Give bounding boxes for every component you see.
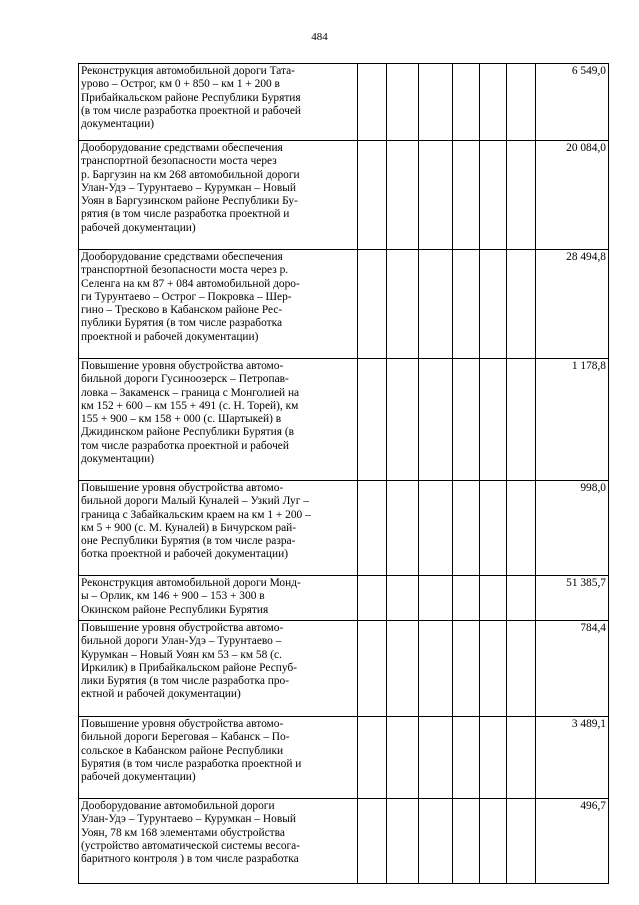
empty-cell — [357, 799, 387, 884]
empty-cell — [507, 717, 536, 799]
empty-cell — [507, 64, 536, 141]
empty-cell — [453, 799, 479, 884]
amount-value: 3 489,1 — [535, 717, 608, 799]
empty-cell — [387, 717, 419, 799]
empty-cell — [453, 250, 479, 359]
empty-cell — [479, 359, 507, 481]
budget-table-body — [79, 64, 609, 884]
empty-cell — [479, 717, 507, 799]
table-row — [79, 64, 609, 141]
project-description: Дооборудование автомобильной дороги Улан-Удэ – Турунтаево – Курумкан – Новый Уоян, 78 км 168 элементами обустройства (устройство автоматической системы весога- баритного контроля ) в том числе разработка — [79, 799, 358, 884]
empty-cell — [387, 799, 419, 884]
empty-cell — [387, 141, 419, 250]
empty-cell — [357, 621, 387, 717]
amount-value: 20 084,0 — [535, 141, 608, 250]
table-row — [79, 799, 609, 884]
empty-cell — [357, 141, 387, 250]
empty-cell — [419, 576, 453, 621]
empty-cell — [357, 576, 387, 621]
empty-cell — [387, 359, 419, 481]
budget-table — [78, 63, 609, 884]
empty-cell — [453, 359, 479, 481]
empty-cell — [507, 621, 536, 717]
empty-cell — [419, 359, 453, 481]
empty-cell — [387, 576, 419, 621]
empty-cell — [507, 141, 536, 250]
empty-cell — [419, 250, 453, 359]
table-row — [79, 481, 609, 576]
page-number: 484 — [311, 31, 328, 43]
empty-cell — [387, 64, 419, 141]
empty-cell — [419, 799, 453, 884]
table-row — [79, 359, 609, 481]
empty-cell — [387, 481, 419, 576]
amount-value: 51 385,7 — [535, 576, 608, 621]
empty-cell — [357, 359, 387, 481]
project-description: Повышение уровня обустройства автомо- бильной дороги Береговая – Кабанск – По- сольское в Кабанском районе Республики Бурятия (в том числе разработка проектной и рабочей документации) — [79, 717, 358, 799]
empty-cell — [479, 64, 507, 141]
empty-cell — [357, 481, 387, 576]
empty-cell — [479, 799, 507, 884]
amount-value: 1 178,8 — [535, 359, 608, 481]
empty-cell — [419, 141, 453, 250]
empty-cell — [453, 621, 479, 717]
project-description: Повышение уровня обустройства автомо- бильной дороги Малый Куналей – Узкий Луг – граница с Забайкальским краем на км 1 + 200 – км 5 + 900 (с. М. Куналей) в Бичурском рай- оне Республики Бурятия (в том числе разра- ботка проектной и рабочей документации) — [79, 481, 358, 576]
empty-cell — [419, 481, 453, 576]
empty-cell — [507, 359, 536, 481]
empty-cell — [357, 64, 387, 141]
empty-cell — [387, 250, 419, 359]
empty-cell — [453, 576, 479, 621]
empty-cell — [479, 481, 507, 576]
empty-cell — [479, 576, 507, 621]
empty-cell — [357, 717, 387, 799]
table-row — [79, 576, 609, 621]
empty-cell — [419, 717, 453, 799]
amount-value: 998,0 — [535, 481, 608, 576]
table-row — [79, 141, 609, 250]
empty-cell — [387, 621, 419, 717]
empty-cell — [453, 481, 479, 576]
amount-value: 28 494,8 — [535, 250, 608, 359]
table-row — [79, 621, 609, 717]
amount-value: 784,4 — [535, 621, 608, 717]
project-description: Дооборудование средствами обеспечения транспортной безопасности моста через р. Селенга на км 87 + 084 автомобильной доро- ги Турунтаево – Острог – Покровка – Шер- гино – Тресково в Кабанском районе Рес- публики Бурятия (в том числе разработка проектной и рабочей документации) — [79, 250, 358, 359]
project-description: Повышение уровня обустройства автомо- бильной дороги Гусиноозерск – Петропав- ловка – Закаменск – граница с Монголией на км 152 + 600 – км 155 + 491 (с. Н. Торей), км 155 + 900 – км 158 + 000 (с. Шартыкей) в Джидинском районе Республики Бурятия (в том числе разработка проектной и рабочей документации) — [79, 359, 358, 481]
table-row — [79, 250, 609, 359]
project-description: Реконструкция автомобильной дороги Монд- ы – Орлик, км 146 + 900 – 153 + 300 в Окинском районе Республики Бурятия — [79, 576, 358, 621]
empty-cell — [479, 621, 507, 717]
empty-cell — [507, 799, 536, 884]
empty-cell — [453, 141, 479, 250]
empty-cell — [507, 481, 536, 576]
empty-cell — [453, 717, 479, 799]
empty-cell — [507, 576, 536, 621]
project-description: Дооборудование средствами обеспечения транспортной безопасности моста через р. Баргузин на км 268 автомобильной дороги Улан-Удэ – Турунтаево – Курумкан – Новый Уоян в Баргузинском районе Республики Бу- рятия (в том числе разработка проектной и рабочей документации) — [79, 141, 358, 250]
project-description: Реконструкция автомобильной дороги Тата- урово – Острог, км 0 + 850 – км 1 + 200 в Прибайкальском районе Республики Бурятия (в том числе разработка проектной и рабочей документации) — [79, 64, 358, 141]
empty-cell — [419, 621, 453, 717]
empty-cell — [479, 250, 507, 359]
table-row — [79, 717, 609, 799]
empty-cell — [507, 250, 536, 359]
project-description: Повышение уровня обустройства автомо- бильной дороги Улан-Удэ – Турунтаево – Курумкан – Новый Уоян км 53 – км 58 (с. Иркилик) в Прибайкальском районе Респуб- лики Бурятия (в том числе разработка про- ектной и рабочей документации) — [79, 621, 358, 717]
empty-cell — [479, 141, 507, 250]
empty-cell — [453, 64, 479, 141]
amount-value: 496,7 — [535, 799, 608, 884]
amount-value: 6 549,0 — [535, 64, 608, 141]
empty-cell — [357, 250, 387, 359]
empty-cell — [419, 64, 453, 141]
